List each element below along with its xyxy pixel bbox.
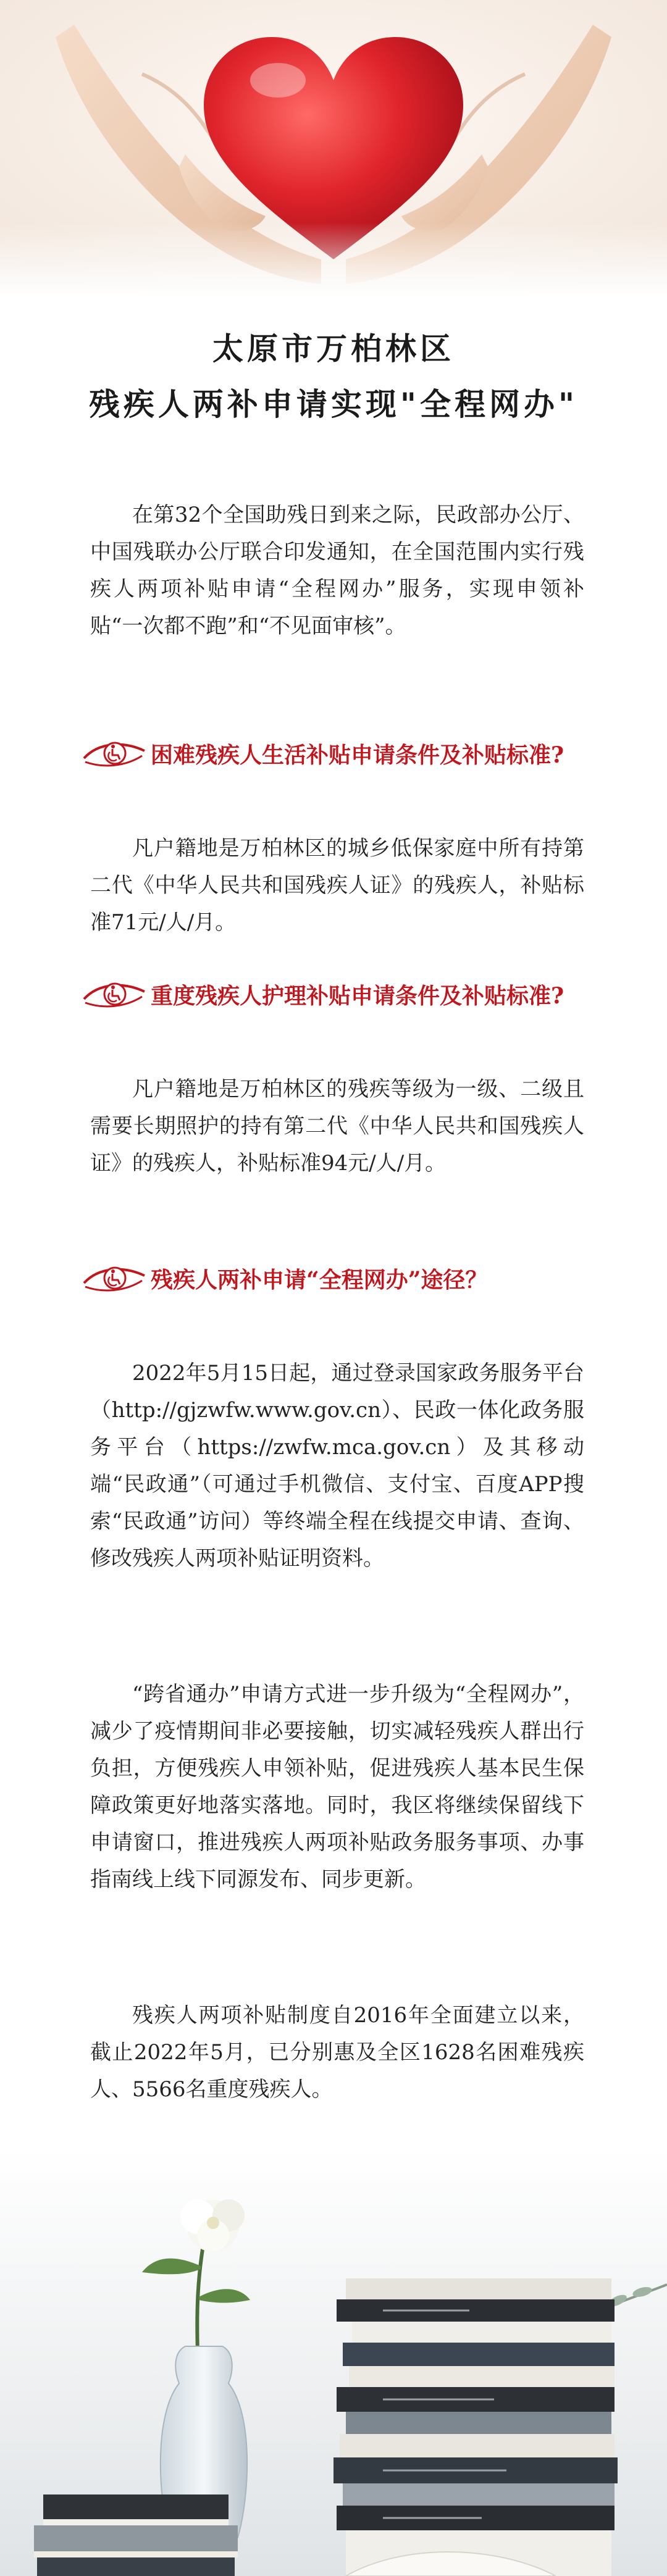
- title-line-2: 残疾人两补申请实现"全程网办": [88, 387, 579, 422]
- section-2-paragraph: 凡户籍地是万柏林区的残疾等级为一级、二级且需要长期照护的持有第二代《中华人民共和国残疾人证》的残疾人，补贴标准94元/人/月。: [90, 1077, 584, 1176]
- section-title-3: 残疾人两补申请“全程网办”途径？: [151, 1266, 488, 1293]
- title-line-1: 太原市万柏林区: [212, 331, 455, 367]
- wheelchair-ribbon-icon: [80, 978, 148, 1010]
- section-title-2: 重度残疾人护理补贴申请条件及补贴标准?: [151, 982, 564, 1009]
- section-heading-2: [80, 976, 605, 1013]
- wheelchair-ribbon-icon: [80, 1262, 148, 1294]
- section-1-paragraph: 凡户籍地是万柏林区的城乡低保家庭中所有持第二代《中华人民共和国残疾人证》的残疾人，补贴标准71元/人/月。: [90, 836, 584, 935]
- section-3-paragraph-3: 残疾人两项补贴制度自2016年全面建立以来，截止2022年5月，已分别惠及全区1628名困难残疾人、5566名重度残疾人。: [90, 2003, 584, 2102]
- hands-heart-image: [0, 0, 667, 296]
- books-vase-image: [0, 2149, 667, 2576]
- article-title: [0, 321, 667, 432]
- wheelchair-ribbon-icon: [80, 737, 148, 769]
- section-heading-1: [80, 735, 605, 772]
- section-title-1: 困难残疾人生活补贴申请条件及补贴标准?: [151, 742, 564, 768]
- section-3-paragraph-1: 2022年5月15日起，通过登录国家政务服务平台（http://gjzwfw.www.gov.cn）、民政一体化政务服务平台（https://zwfw.mca.gov.cn）及其移动端“民政通”（可通过手机微信、支付宝、百度APP搜索“民政通”访问）等终端全程在线提交申请、查询、修改残疾人两项补贴证明资料。: [90, 1361, 584, 1571]
- section-heading-3: [80, 1260, 605, 1297]
- section-3-paragraph-2: “跨省通办”申请方式进一步升级为“全程网办”，减少了疫情期间非必要接触，切实减轻残疾人群出行负担，方便残疾人申领补贴，促进残疾人基本民生保障政策更好地落实落地。同时，我区将继续保留线下申请窗口，推进残疾人两项补贴政务服务事项、办事指南线上线下同源发布、同步更新。: [90, 1682, 584, 1892]
- intro-paragraph: 在第32个全国助残日到来之际，民政部办公厅、中国残联办公厅联合印发通知，在全国范围内实行残疾人两项补贴申请“全程网办”服务，实现申领补贴“一次都不跑”和“不见面审核”。: [90, 503, 584, 638]
